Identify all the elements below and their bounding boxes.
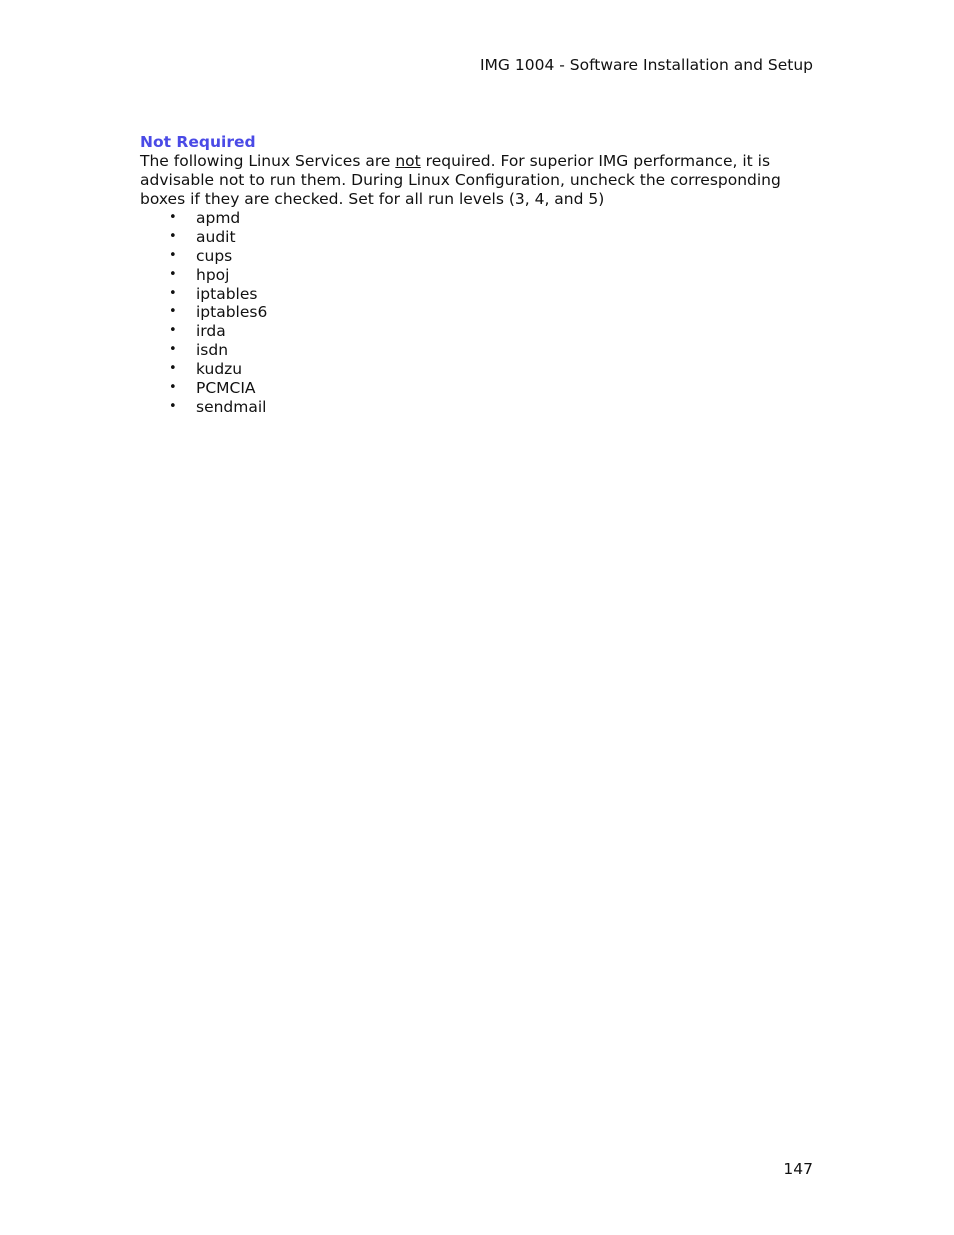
service-list-item xyxy=(140,228,820,247)
bullet-icon: • xyxy=(169,361,177,377)
service-list-item xyxy=(140,247,820,266)
service-name: isdn xyxy=(196,341,229,360)
bullet-icon: • xyxy=(169,304,177,320)
bullet-icon: • xyxy=(169,323,177,339)
service-list-item xyxy=(140,266,820,285)
service-list-item xyxy=(140,360,820,379)
service-name: cups xyxy=(196,246,233,265)
intro-paragraph xyxy=(140,152,800,209)
section-heading: Not Required xyxy=(140,133,256,151)
bullet-icon: • xyxy=(169,285,177,301)
service-name: audit xyxy=(196,227,236,246)
service-list-item xyxy=(140,322,820,341)
service-list-item xyxy=(140,398,820,417)
service-name: sendmail xyxy=(196,397,267,416)
service-name: hpoj xyxy=(196,265,230,284)
page-number: 147 xyxy=(783,1160,813,1178)
intro-text-start: The following Linux Services are xyxy=(140,152,396,170)
intro-text-end: required. For superior IMG performance, it is advisable not to run them. During Linux Configuration, uncheck the corresponding boxes if they are checked. Set for all run levels (3, 4, and 5) xyxy=(140,152,781,208)
service-name: PCMCIA xyxy=(196,379,256,398)
main-content xyxy=(140,133,820,417)
service-list-item xyxy=(140,285,820,304)
service-name: iptables xyxy=(196,284,258,303)
intro-emphasis: not xyxy=(395,152,421,170)
service-name: kudzu xyxy=(196,360,243,379)
service-list xyxy=(140,209,820,417)
service-name: iptables6 xyxy=(196,303,268,322)
service-name: apmd xyxy=(196,209,241,227)
bullet-icon: • xyxy=(169,210,177,225)
service-name: irda xyxy=(196,322,226,341)
bullet-icon: • xyxy=(169,247,177,263)
bullet-icon: • xyxy=(169,342,177,358)
service-list-item xyxy=(140,379,820,398)
bullet-icon: • xyxy=(169,266,177,282)
service-list-item xyxy=(140,209,820,228)
bullet-icon: • xyxy=(169,398,177,414)
bullet-icon: • xyxy=(169,380,177,396)
service-list-item xyxy=(140,341,820,360)
service-list-item xyxy=(140,303,820,322)
running-header: IMG 1004 - Software Installation and Setup xyxy=(479,56,813,74)
bullet-icon: • xyxy=(169,228,177,244)
